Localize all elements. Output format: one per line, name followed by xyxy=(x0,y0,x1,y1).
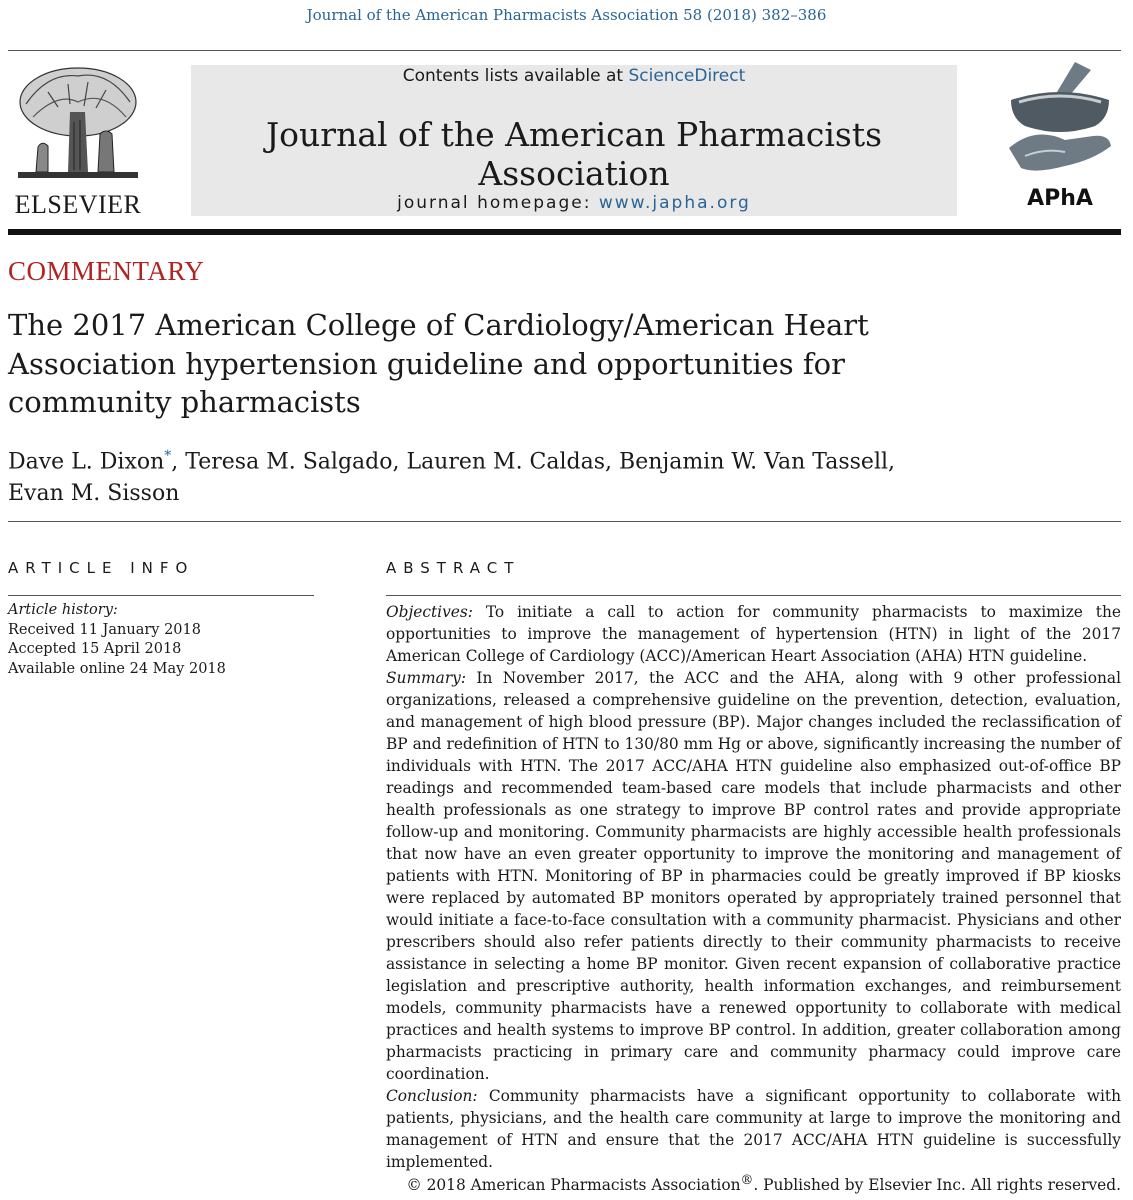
journal-banner xyxy=(191,65,957,216)
abstract-objectives xyxy=(386,601,1121,667)
article-type: COMMENTARY xyxy=(8,256,205,286)
contents-prefix: Contents lists available at xyxy=(402,66,629,86)
objectives-text: To initiate a call to action for community pharmacists to maximize the opportunities to improve the management of hypertension (HTN) in light of the 2017 American College of Cardiology (ACC)/American Heart Association (AHA) HTN guideline. xyxy=(386,603,1121,665)
author-rest[interactable]: , Teresa M. Salgado, Lauren M. Caldas, Benjamin W. Van Tassell, xyxy=(171,449,896,475)
summary-label: Summary: xyxy=(386,669,467,687)
conclusion-text: Community pharmacists have a significant opportunity to collaborate with patients, physicians, and the health care community at large to improve the monitoring and management of HTN and ensure that the 2017 ACC/AHA HTN guideline is successfully implemented. xyxy=(386,1087,1121,1171)
authors-divider xyxy=(8,521,1121,522)
journal-citation[interactable]: Journal of the American Pharmacists Association 58 (2018) 382–386 xyxy=(306,6,827,24)
objectives-label: Objectives: xyxy=(386,603,473,621)
received-date: Received 11 January 2018 xyxy=(8,621,201,638)
journal-title: Journal of the American Pharmacists Association xyxy=(265,115,883,193)
author-first[interactable]: Dave L. Dixon xyxy=(8,449,165,475)
mortar-pestle-hand-icon xyxy=(1005,56,1115,184)
online-date: Available online 24 May 2018 xyxy=(8,660,226,677)
summary-text: In November 2017, the ACC and the AHA, along with 9 other professional organizations, released a comprehensive guideline on the prevention, detection, evaluation, and management of high blood pressure (BP). Major changes included the reclassification of BP and redefinition of HTN to 130/80 mm Hg or above, significantly increasing the number of individuals with HTN. The 2017 ACC/AHA HTN guideline also emphasized out-of-office BP readings and recommended team-based care models that include pharmacists and other health professionals as one strategy to improve BP control rates and provide appropriate follow-up and monitoring. Community pharmacists are highly accessible health professionals that now have an even greater opportunity to improve the monitoring and management of patients with HTN. Monitoring of BP in pharmacies could be greatly improved if BP kiosks were replaced by automated BP monitors operated by appropriately trained personnel that would initiate a face-to-face consultation with a community pharmacist. Physicians and other prescribers should also refer patients directly to their community pharmacists to receive assistance in selecting a home BP monitor. Given recent expansion of collaborative practice legislation and prescriptive authority, health information exchanges, and reimbursement models, community pharmacists have a renewed opportunity to collaborate with medical practices and health systems to improve BP control. In addition, greater collaboration among pharmacists practicing in primary care and community pharmacy could improve care coordination. xyxy=(386,669,1121,1083)
abstract-body xyxy=(386,601,1121,1173)
abstract-divider xyxy=(386,595,1121,596)
history-label: Article history: xyxy=(8,602,118,618)
copyright-prefix: © 2018 American Pharmacists Association xyxy=(406,1176,741,1195)
article-title: The 2017 American College of Cardiology/American Heart Association hypertension guideline and opportunities for community pharmacists xyxy=(8,308,869,419)
conclusion-label: Conclusion: xyxy=(386,1087,478,1105)
accepted-date: Accepted 15 April 2018 xyxy=(8,641,182,657)
apha-wordmark: APhA xyxy=(1027,186,1093,211)
author-last[interactable]: Evan M. Sisson xyxy=(8,481,180,507)
abstract-conclusion xyxy=(386,1085,1121,1173)
article-info-heading: ARTICLE INFO xyxy=(8,559,195,577)
copyright-suffix: . Published by Elsevier Inc. All rights reserved. xyxy=(753,1176,1121,1195)
sciencedirect-link[interactable]: ScienceDirect xyxy=(628,66,746,86)
article-info-divider xyxy=(8,595,314,596)
corresponding-author-mark[interactable]: * xyxy=(164,448,172,464)
contents-line xyxy=(191,66,957,86)
copyright-notice xyxy=(386,1173,1121,1194)
article-history xyxy=(8,601,314,679)
elsevier-tree-icon xyxy=(8,62,148,188)
abstract-summary xyxy=(386,667,1121,1085)
elsevier-logo[interactable] xyxy=(8,62,148,218)
homepage-prefix: journal homepage: xyxy=(397,193,599,213)
registered-mark: ® xyxy=(740,1173,754,1188)
apha-logo[interactable] xyxy=(1005,56,1125,216)
header-divider xyxy=(8,229,1121,235)
elsevier-wordmark: ELSEVIER xyxy=(14,190,142,219)
abstract-heading: ABSTRACT xyxy=(386,559,521,577)
top-divider xyxy=(8,50,1121,51)
author-list xyxy=(8,440,1058,510)
homepage-line xyxy=(191,193,957,213)
homepage-link[interactable]: www.japha.org xyxy=(598,193,751,213)
